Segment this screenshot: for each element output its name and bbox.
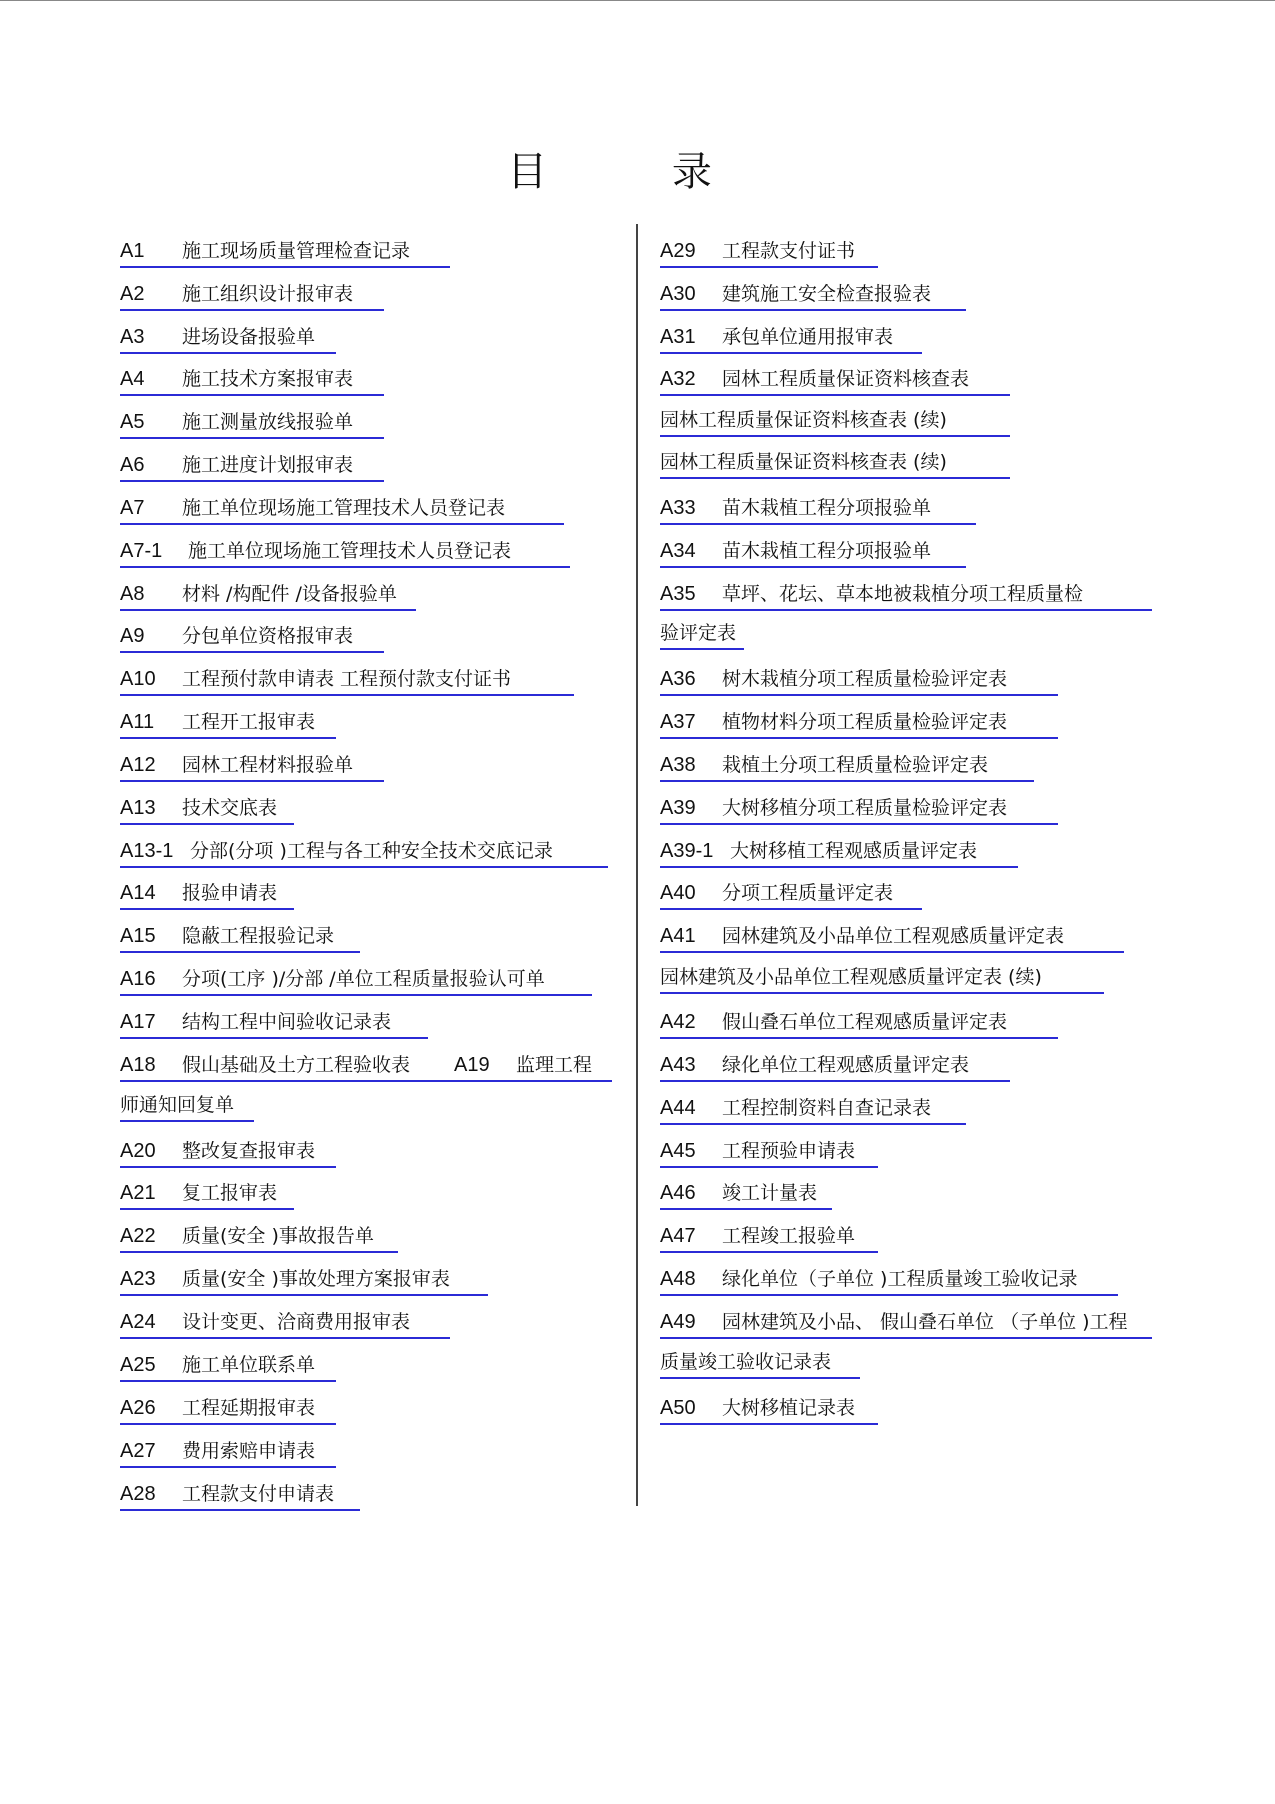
- toc-label: 工程款支付申请表: [182, 1483, 335, 1505]
- toc-label: 整改复查报审表: [182, 1140, 316, 1162]
- toc-entry[interactable]: [660, 236, 878, 268]
- toc-entry[interactable]: [660, 579, 1152, 611]
- toc-entry[interactable]: [660, 1093, 966, 1125]
- toc-label: 大树移植记录表: [722, 1397, 856, 1419]
- toc-entry[interactable]: [120, 836, 608, 868]
- toc-label: 施工测量放线报验单: [182, 411, 354, 433]
- toc-code: A23: [120, 1268, 156, 1290]
- toc-label: 工程预验申请表: [722, 1140, 856, 1162]
- toc-entry[interactable]: [120, 1264, 488, 1296]
- toc-code: A46: [660, 1182, 696, 1204]
- toc-entry[interactable]: [120, 407, 384, 439]
- toc-code: A35: [660, 583, 696, 605]
- toc-entry[interactable]: [120, 1007, 428, 1039]
- toc-label: 工程延期报审表: [182, 1397, 316, 1419]
- toc-entry[interactable]: [120, 1050, 612, 1082]
- toc-label: 苗木栽植工程分项报验单: [722, 497, 932, 519]
- toc-code: A18: [120, 1054, 156, 1076]
- toc-code: A5: [120, 411, 145, 433]
- toc-label: 大树移植工程观感质量评定表: [730, 840, 978, 862]
- toc-code: A27: [120, 1440, 156, 1462]
- toc-code: A26: [120, 1397, 156, 1419]
- toc-label: 假山基础及土方工程验收表: [182, 1054, 411, 1076]
- toc-label: 结构工程中间验收记录表: [182, 1011, 392, 1033]
- toc-label: 园林工程质量保证资料核查表 (续): [660, 409, 947, 431]
- toc-label: 工程预付款申请表 工程预付款支付证书: [182, 668, 512, 690]
- toc-label: 质量(安全 )事故报告单: [182, 1225, 374, 1247]
- toc-entry[interactable]: [660, 447, 1010, 479]
- toc-entry[interactable]: [120, 878, 294, 910]
- toc-label: 绿化单位工程观感质量评定表: [722, 1054, 970, 1076]
- toc-code: A48: [660, 1268, 696, 1290]
- toc-entry[interactable]: [120, 707, 336, 739]
- toc-code: A4: [120, 368, 145, 390]
- toc-entry[interactable]: [120, 364, 384, 396]
- toc-label: 施工组织设计报审表: [182, 283, 354, 305]
- toc-label: 园林建筑及小品、 假山叠石单位 （子单位 )工程: [722, 1311, 1128, 1333]
- toc-code: A42: [660, 1011, 696, 1033]
- toc-label: 隐蔽工程报验记录: [182, 925, 335, 947]
- toc-code: A34: [660, 540, 696, 562]
- toc-entry[interactable]: [660, 793, 1058, 825]
- toc-entry[interactable]: [120, 793, 294, 825]
- toc-code: A16: [120, 968, 156, 990]
- toc-label: 监理工程: [516, 1054, 593, 1076]
- toc-code: A1: [120, 240, 145, 262]
- toc-label: 进场设备报验单: [182, 326, 316, 348]
- page-top-border: [0, 0, 1275, 1]
- toc-code: A14: [120, 882, 156, 904]
- toc-label: 报验申请表: [182, 882, 278, 904]
- toc-entry[interactable]: [660, 750, 1034, 782]
- toc-code: A13: [120, 797, 156, 819]
- toc-code: A38: [660, 754, 696, 776]
- toc-label: 园林工程质量保证资料核查表 (续): [660, 451, 947, 473]
- toc-label: 分部(分项 )工程与各工种安全技术交底记录: [190, 840, 553, 862]
- toc-code: A6: [120, 454, 145, 476]
- toc-code: A7: [120, 497, 145, 519]
- toc-code: A40: [660, 882, 696, 904]
- toc-label: 技术交底表: [182, 797, 278, 819]
- toc-entry[interactable]: [660, 493, 976, 525]
- toc-label: 园林工程材料报验单: [182, 754, 354, 776]
- toc-entry[interactable]: [660, 1136, 878, 1168]
- toc-code: A20: [120, 1140, 156, 1162]
- toc-code: A29: [660, 240, 696, 262]
- toc-code: A36: [660, 668, 696, 690]
- toc-entry[interactable]: [120, 921, 360, 953]
- toc-label: 建筑施工安全检查报验表: [722, 283, 932, 305]
- toc-entry[interactable]: [120, 493, 564, 525]
- toc-code: A24: [120, 1311, 156, 1333]
- toc-label: 分项工程质量评定表: [722, 882, 894, 904]
- toc-code: A19: [454, 1054, 490, 1076]
- toc-code: A39: [660, 797, 696, 819]
- toc-entry[interactable]: [660, 1264, 1118, 1296]
- toc-code: A43: [660, 1054, 696, 1076]
- toc-entry[interactable]: [660, 1178, 832, 1210]
- toc-code: A9: [120, 625, 145, 647]
- toc-entry[interactable]: [660, 1307, 1152, 1339]
- toc-entry[interactable]: [120, 1479, 360, 1511]
- toc-code: A8: [120, 583, 145, 605]
- toc-label: 园林工程质量保证资料核查表: [722, 368, 970, 390]
- toc-label: 设计变更、洽商费用报审表: [182, 1311, 411, 1333]
- toc-entry[interactable]: [120, 750, 384, 782]
- toc-label: 施工单位联系单: [182, 1354, 316, 1376]
- toc-code: A2: [120, 283, 145, 305]
- toc-label: 大树移植分项工程质量检验评定表: [722, 797, 1008, 819]
- toc-code: A39-1: [660, 840, 714, 862]
- toc-code: A41: [660, 925, 696, 947]
- toc-code: A45: [660, 1140, 696, 1162]
- toc-entry[interactable]: [120, 664, 574, 696]
- toc-code: A12: [120, 754, 156, 776]
- toc-code: A3: [120, 326, 145, 348]
- toc-entry[interactable]: [120, 621, 384, 653]
- toc-label: 质量(安全 )事故处理方案报审表: [182, 1268, 450, 1290]
- toc-label: 质量竣工验收记录表: [660, 1351, 832, 1373]
- toc-label: 草坪、花坛、草本地被栽植分项工程质量检: [722, 583, 1084, 605]
- toc-entry[interactable]: [660, 279, 966, 311]
- toc-entry[interactable]: [660, 1050, 1010, 1082]
- toc-code: A50: [660, 1397, 696, 1419]
- toc-entry[interactable]: [120, 450, 384, 482]
- toc-entry[interactable]: [120, 964, 592, 996]
- toc-code: A31: [660, 326, 696, 348]
- toc-label: 施工技术方案报审表: [182, 368, 354, 390]
- toc-code: A37: [660, 711, 696, 733]
- toc-label: 园林建筑及小品单位工程观感质量评定表 (续): [660, 966, 1042, 988]
- toc-entry[interactable]: [120, 1436, 336, 1468]
- toc-code: A15: [120, 925, 156, 947]
- toc-code: A10: [120, 668, 156, 690]
- toc-code: A13-1: [120, 840, 174, 862]
- toc-code: A44: [660, 1097, 696, 1119]
- toc-label: 园林建筑及小品单位工程观感质量评定表: [722, 925, 1065, 947]
- toc-entry[interactable]: [120, 1178, 294, 1210]
- toc-code: A11: [120, 711, 155, 733]
- toc-entry[interactable]: [120, 1090, 254, 1122]
- toc-code: A47: [660, 1225, 696, 1247]
- toc-entry[interactable]: [120, 1221, 398, 1253]
- toc-code: A17: [120, 1011, 156, 1033]
- toc-entry[interactable]: [660, 405, 1010, 437]
- column-divider: [636, 224, 638, 1506]
- toc-label: 施工单位现场施工管理技术人员登记表: [188, 540, 512, 562]
- toc-entry[interactable]: [120, 1350, 336, 1382]
- toc-entry[interactable]: [660, 664, 1058, 696]
- toc-label: 栽植土分项工程质量检验评定表: [722, 754, 989, 776]
- toc-code: A30: [660, 283, 696, 305]
- toc-entry[interactable]: [660, 322, 922, 354]
- toc-label: 验评定表: [660, 622, 737, 644]
- toc-entry[interactable]: [660, 1347, 860, 1379]
- toc-label: 复工报审表: [182, 1182, 278, 1204]
- toc-entry[interactable]: [660, 707, 1058, 739]
- toc-entry[interactable]: [120, 1393, 336, 1425]
- toc-label: 假山叠石单位工程观感质量评定表: [722, 1011, 1008, 1033]
- toc-entry[interactable]: [660, 921, 1124, 953]
- toc-label: 绿化单位（子单位 )工程质量竣工验收记录: [722, 1268, 1078, 1290]
- toc-entry[interactable]: [120, 579, 416, 611]
- toc-entry[interactable]: [660, 836, 1018, 868]
- toc-entry[interactable]: [120, 322, 336, 354]
- toc-entry[interactable]: [660, 878, 922, 910]
- toc-entry[interactable]: [660, 962, 1104, 994]
- page-title: 目 录: [507, 149, 768, 195]
- toc-code: A22: [120, 1225, 156, 1247]
- toc-code: A7-1: [120, 540, 163, 562]
- toc-label: 施工单位现场施工管理技术人员登记表: [182, 497, 506, 519]
- toc-label: 师通知回复单: [120, 1094, 235, 1116]
- toc-label: 分包单位资格报审表: [182, 625, 354, 647]
- toc-label: 工程开工报审表: [182, 711, 316, 733]
- toc-label: 分项(工序 )/分部 /单位工程质量报验认可单: [182, 968, 545, 990]
- toc-label: 树木栽植分项工程质量检验评定表: [722, 668, 1008, 690]
- toc-entry[interactable]: [660, 536, 966, 568]
- toc-code: A49: [660, 1311, 696, 1333]
- toc-label: 材料 /构配件 /设备报验单: [182, 583, 397, 605]
- toc-label: 工程竣工报验单: [722, 1225, 856, 1247]
- toc-code: A32: [660, 368, 696, 390]
- toc-label: 植物材料分项工程质量检验评定表: [722, 711, 1008, 733]
- toc-entry[interactable]: [660, 364, 1010, 396]
- toc-code: A25: [120, 1354, 156, 1376]
- toc-entry[interactable]: [120, 236, 450, 268]
- toc-entry[interactable]: [660, 1221, 878, 1253]
- toc-entry[interactable]: [660, 1393, 878, 1425]
- toc-label: 苗木栽植工程分项报验单: [722, 540, 932, 562]
- toc-label: 施工进度计划报审表: [182, 454, 354, 476]
- toc-entry[interactable]: [660, 1007, 1058, 1039]
- toc-label: 工程款支付证书: [722, 240, 856, 262]
- toc-entry[interactable]: [120, 536, 570, 568]
- toc-entry[interactable]: [120, 1136, 336, 1168]
- toc-entry[interactable]: [660, 618, 744, 650]
- toc-code: A33: [660, 497, 696, 519]
- toc-label: 施工现场质量管理检查记录: [182, 240, 411, 262]
- toc-entry[interactable]: [120, 1307, 450, 1339]
- toc-label: 费用索赔申请表: [182, 1440, 316, 1462]
- toc-code: A21: [120, 1182, 156, 1204]
- toc-entry[interactable]: [120, 279, 384, 311]
- toc-code: A28: [120, 1483, 156, 1505]
- toc-label: 工程控制资料自查记录表: [722, 1097, 932, 1119]
- toc-label: 承包单位通用报审表: [722, 326, 894, 348]
- toc-label: 竣工计量表: [722, 1182, 818, 1204]
